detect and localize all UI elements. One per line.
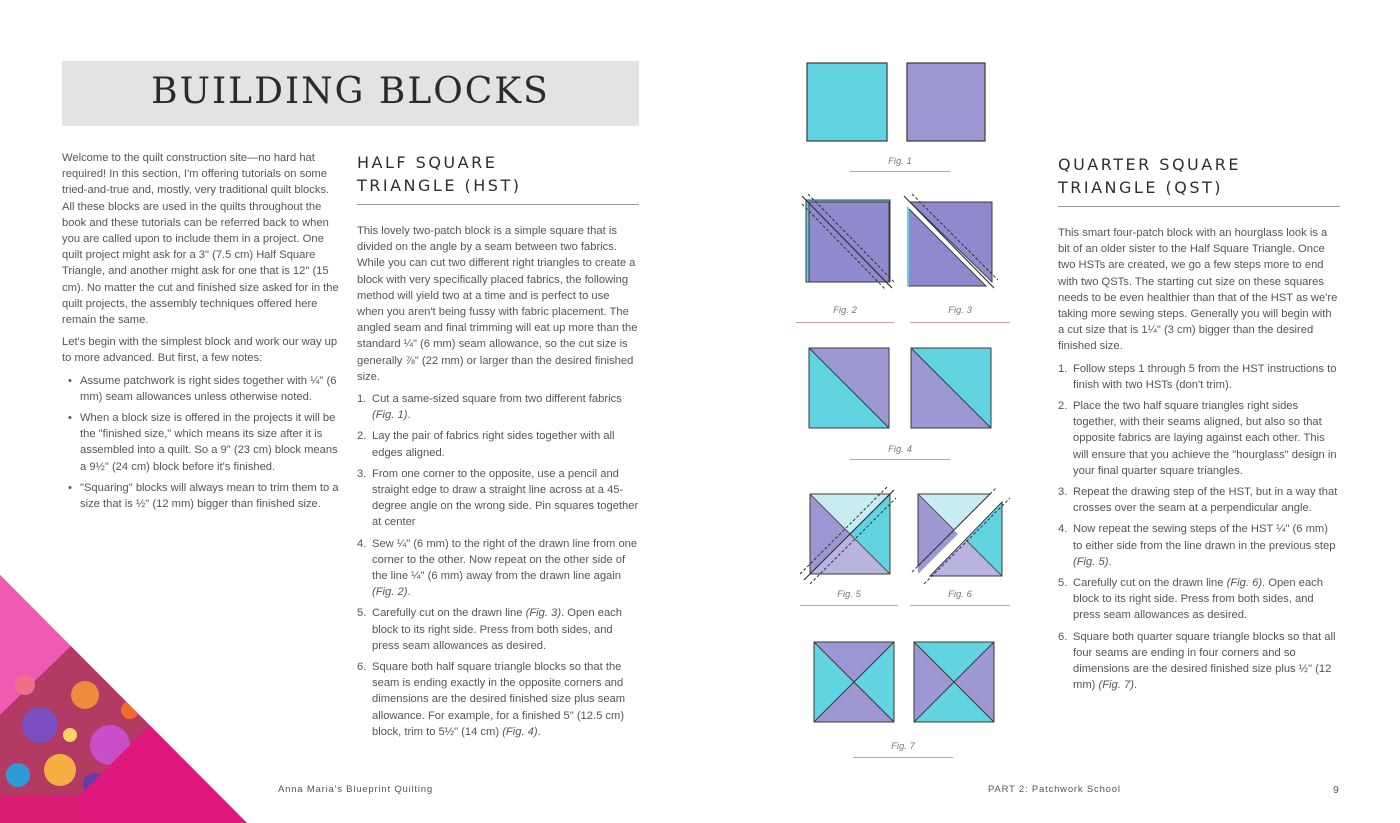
footer-part-title: PART 2: Patchwork School: [988, 784, 1121, 795]
fig-5-illustration: [800, 486, 896, 584]
page-title: BUILDING BLOCKS: [151, 71, 550, 112]
footer-book-title: Anna Maria's Blueprint Quilting: [278, 784, 433, 795]
hst-steps: [357, 391, 639, 740]
note-item: • "Squaring" blocks will always mean to trim them to a size that is ½" (12 mm) bigger than finished size.: [80, 480, 344, 512]
fig-3-rule: [910, 322, 1010, 323]
qst-steps: [1058, 361, 1340, 694]
fig-4-rule: [850, 459, 950, 460]
qst-intro: This smart four-patch block with an hourglass look is a bit of an older sister to the Half Square Triangle. Once two HSTs are created, we go a few steps more to end with two QSTs. The starting cut size on these squares needs to be even healthier than that of the HST as we're taking more sewing steps. Generally you will begin with a cut size that is 1¼" (3 cm) bigger than the desired finished size.: [1058, 227, 1338, 353]
fig-4-label: Fig. 4: [888, 444, 912, 455]
fig-7-rule: [853, 757, 953, 758]
step-tail: .: [1133, 679, 1138, 692]
step-number: 4.: [1058, 523, 1068, 536]
fig-6-illustration: [910, 486, 1010, 584]
hst-intro: This lovely two-patch block is a simple square that is divided on the angle by a seam between two fabrics. While you can cut two different right triangles to create a block with very specifically placed fabrics, the following method will yield two at a time and is perfect to use when you aren't being fussy with fabric placement. The angled seam and final trimming will eat up more than the standard ¼" (6 mm) seam allowance, so the cut size is generally ⅞" (22 mm) or larger than the desired finished size.: [357, 225, 638, 383]
fig-2-rule: [796, 322, 894, 323]
intro-paragraph-2: Let's begin with the simplest block and work our way up to more advanced. But first, a few notes:: [62, 336, 338, 365]
fig-2-label: Fig. 2: [833, 305, 857, 316]
step-text: From one corner to the opposite, use a pencil and straight edge to draw a straight line across at a 45-degree angle on the wrong side. Pin squares together at center: [372, 467, 639, 529]
qst-step: [1058, 484, 1340, 516]
step-text: Now repeat the sewing steps of the HST ¼" (6 mm) to either side from the line drawn in the previous step: [1073, 523, 1336, 552]
qst-step: [1058, 629, 1340, 694]
step-number: 2.: [357, 430, 367, 443]
step-text: Sew ¼" (6 mm) to the right of the drawn line from one corner to the other. Now repeat on the other side of the line ¼" (6 mm) away from the drawn line again: [372, 537, 638, 583]
fig-5-label: Fig. 5: [837, 589, 861, 600]
step-number: 4.: [357, 537, 367, 550]
qst-heading: [1058, 153, 1340, 199]
step-text: Follow steps 1 through 5 from the HST instructions to finish with two HSTs (don't trim).: [1073, 362, 1337, 391]
hst-heading-rule: [357, 204, 639, 205]
qst-step: [1058, 575, 1340, 624]
step-number: 6.: [1058, 630, 1068, 643]
step-fig-ref: (Fig. 7): [1098, 679, 1134, 692]
step-number: 5.: [357, 607, 367, 620]
fig-2-illustration: [800, 192, 896, 292]
fig-3-illustration: [902, 192, 998, 292]
fig-7-label: Fig. 7: [891, 741, 915, 752]
step-text: Cut a same-sized square from two different fabrics: [372, 393, 622, 406]
fig-6-label: Fig. 6: [948, 589, 972, 600]
qst-section: [1058, 153, 1340, 698]
step-tail: . Open each block to its right side. Press from both sides, and press seam allowances as desired.: [1073, 577, 1323, 622]
step-number: 3.: [1058, 486, 1068, 499]
qst-step: [1058, 398, 1340, 479]
fabric-corner-decoration: [0, 575, 250, 823]
step-text: Square both quarter square triangle blocks so that all four seams are ending in four corners and so dimensions are the desired finished size plus ½" (12 mm): [1073, 630, 1336, 692]
fig-1-label: Fig. 1: [888, 156, 912, 167]
note-item: • When a block size is offered in the projects it will be the "finished size," which means its size after it is assembled into a quilt. So a 9" (23 cm) block means a 9½" (24 cm) block before it's finished.: [80, 410, 344, 475]
note-item: • Assume patchwork is right sides together with ¼" (6 mm) seam allowances unless otherwise noted.: [80, 373, 344, 405]
hst-step: [357, 536, 639, 601]
step-tail: .: [407, 409, 411, 422]
step-text: Repeat the drawing step of the HST, but in a way that crosses over the seam at a perpendicular angle.: [1073, 486, 1338, 515]
step-text: Place the two half square triangles right sides together, with their seams aligned, but also so that opposite fabrics are laying against each other. This will ensure that you achieve the "hourglass" design in your final quarter square triangles.: [1073, 400, 1337, 477]
hst-step: [357, 466, 639, 531]
hst-step: [357, 659, 639, 740]
step-number: 3.: [357, 467, 367, 480]
step-text: Square both half square triangle blocks so that the seam is ending exactly in the opposite corners and dimensions are the desired finished size plus seam allowance. For example, for a finished 5" (12.5 cm) block, trim to 5½" (14 cm): [372, 661, 626, 738]
step-tail: . Open each block to its right side. Press from both sides, and press seam allowances as desired.: [372, 607, 622, 652]
step-tail: .: [537, 725, 541, 738]
intro-column: [62, 150, 344, 517]
step-fig-ref: (Fig. 4): [502, 725, 538, 738]
qst-heading-line-1: QUARTER SQUARE: [1058, 155, 1241, 174]
hst-step: [357, 605, 639, 654]
step-number: 2.: [1058, 400, 1068, 413]
title-band: [62, 61, 639, 126]
step-text: Carefully cut on the drawn line: [1073, 577, 1227, 590]
step-fig-ref: (Fig. 2): [372, 586, 408, 599]
fig-4-illustration: [806, 345, 1000, 431]
hst-body: [357, 223, 639, 740]
step-number: 5.: [1058, 577, 1068, 590]
notes-list: [62, 373, 344, 513]
step-text: Lay the pair of fabrics right sides together with all edges aligned.: [372, 430, 615, 459]
fig-6-rule: [910, 605, 1010, 606]
step-number: 1.: [357, 393, 367, 406]
qst-step: [1058, 521, 1340, 570]
hst-heading: [357, 151, 639, 197]
qst-heading-line-2: TRIANGLE (QST): [1058, 178, 1224, 197]
step-tail: .: [407, 586, 411, 599]
hst-heading-line-1: HALF SQUARE: [357, 153, 498, 172]
step-text: Carefully cut on the drawn line: [372, 607, 526, 620]
fig-5-rule: [800, 605, 898, 606]
hst-step: [357, 391, 639, 423]
fig-3-label: Fig. 3: [948, 305, 972, 316]
intro-paragraph-1: Welcome to the quilt construction site—no hard hat required! In this section, I'm offering tutorials on some tried-and-true and, mostly, very traditional quilt blocks. All these blocks are used in the quilts throughout the book and these tutorials can be referred back to when you are called upon to include them in a project. One quilt project might ask for a 3" (7.5 cm) Half Square Triangle, and another might ask for one that is 12" (15 cm). No matter the cut and finished size asked for in the quilt projects, the assembly techniques offered here remain the same.: [62, 152, 339, 327]
fig-1-rule: [850, 171, 950, 172]
step-fig-ref: (Fig. 6): [1226, 577, 1263, 590]
step-fig-ref: (Fig. 3): [525, 607, 562, 620]
step-fig-ref: (Fig. 5): [1073, 555, 1109, 568]
qst-body: [1058, 225, 1340, 693]
hst-section: [357, 151, 639, 745]
qst-step: [1058, 361, 1340, 393]
page-number: 9: [1333, 784, 1340, 796]
fig-7-illustration: [810, 638, 1000, 724]
step-tail: .: [1108, 555, 1112, 568]
hst-step: [357, 428, 639, 460]
step-number: 6.: [357, 661, 367, 674]
hst-heading-line-2: TRIANGLE (HST): [357, 176, 522, 195]
step-number: 1.: [1058, 362, 1068, 375]
fig-1-illustration: [805, 60, 990, 146]
qst-heading-rule: [1058, 206, 1340, 207]
step-fig-ref: (Fig. 1): [372, 409, 408, 422]
